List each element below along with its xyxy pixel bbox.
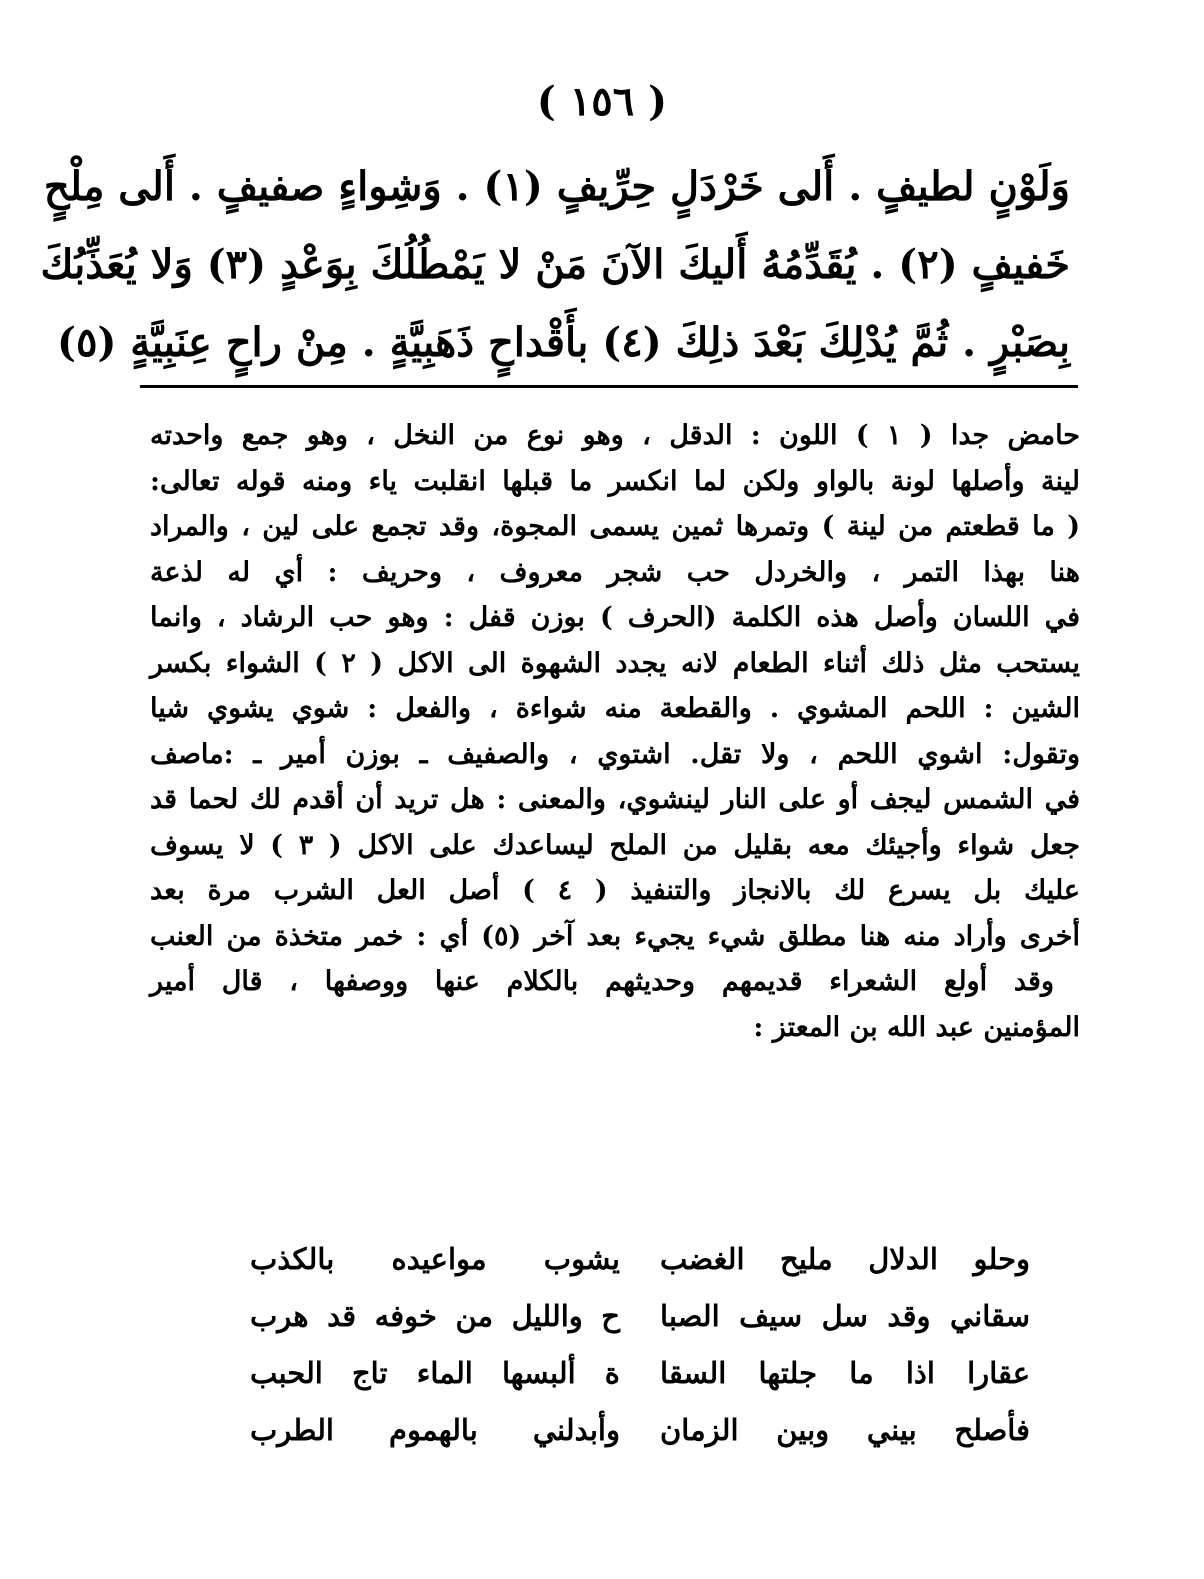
footnotes [150, 413, 1080, 1050]
main-text-line: خَفيفٍ (٢) . يُقَدِّمُهُ أَليكَ الآنَ مَنْ لا يَمْطُلُكَ بِوَعْدٍ (٣) وَلا يُعَذِّبُكَ [40, 241, 1070, 288]
poem-verse [250, 1401, 1030, 1458]
footnote-line: المؤمنين عبد الله بن المعتز : [753, 1011, 1080, 1043]
footnote-line: هنا بهذا التمر ، والخردل حب شجر معروف ، وحريف : أي له لذعة [150, 556, 1080, 588]
poem-second-hemistich: ح والليل من خوفه قد هرب [250, 1298, 620, 1333]
poem-first-hemistich: فأصلح بيني وبين الزمان [660, 1412, 1030, 1447]
main-text [40, 148, 1070, 382]
footnote-line: الشين : اللحم المشوي . والقطعة منه شواءة ، والفعل : شوي يشوي شيا [150, 693, 1080, 724]
footnote-line: يستحب مثل ذلك أثناء الطعام لانه يجدد الشهوة الى الاكل ( ٢ ) الشواء بكسر [150, 647, 1080, 679]
poem-verse [250, 1230, 1030, 1287]
footnote-line: في اللسان وأصل هذه الكلمة (الحرف ) بوزن قفل : وهو حب الرشاد ، وانما [150, 602, 1080, 633]
poem-first-hemistich: وحلو الدلال مليح الغضب [660, 1241, 1030, 1276]
footnote-line: حامض جدا ( ١ ) اللون : الدقل ، وهو نوع من النخل ، وهو جمع واحدته [150, 420, 1081, 451]
poem-first-hemistich: سقاني وقد سل سيف الصبا [660, 1298, 1030, 1333]
footnote-line: وتقول: اشوي اللحم ، ولا تقل. اشتوي ، والصفيف ـ بوزن أمير ـ :ماصف [150, 738, 1081, 770]
poem-verse [250, 1287, 1030, 1344]
footnote-line: لينة وأصلها لونة بالواو ولكن لما انكسر ما قبلها انقلبت ياء ومنه قوله تعالى: [150, 465, 1080, 497]
poem-first-hemistich: عقارا اذا ما جلتها السقا [660, 1355, 1030, 1390]
footnote-line: وقد أولع الشعراء قديمهم وحديثهم بالكلام عنها ووصفها ، قال أمير [150, 966, 1054, 997]
footnote-line: أخرى وأراد منه هنا مطلق شيء يجيء بعد آخر (٥) أي : خمر متخذة من العنب [150, 920, 1080, 952]
main-text-line: بِصَبْرٍ . ثُمَّ يُدْلِكَ بَعْدَ ذلِكَ (٤) بأَقْداحٍ ذَهَبِيَّةٍ . مِنْ راحٍ عِنَبِيَّةٍ (٥) [57, 319, 1070, 366]
footnote-line: عليك بل يسرع لك بالانجاز والتنفيذ ( ٤ ) أصل العل الشرب مرة بعد [150, 875, 1080, 906]
page-number: ( ١٥٦ ) [536, 78, 668, 125]
footnote-line: جعل شواء وأجيئك معه بقليل من الملح ليساعدك على الاكل ( ٣ ) لا يسوف [150, 829, 1080, 861]
poem-second-hemistich: ة ألبسها الماء تاج الحبب [250, 1355, 620, 1390]
poem [250, 1230, 1030, 1458]
footnote-line: في الشمس ليجف أو على النار لينشوي، والمعنى : هل تريد أن أقدم لك لحما قد [150, 784, 1080, 815]
poem-verse [250, 1344, 1030, 1401]
poem-second-hemistich: يشوب مواعيده بالكذب [250, 1241, 620, 1276]
poem-second-hemistich: وأبدلني بالهموم الطرب [250, 1412, 620, 1447]
footnote-line: ( ما قطعتم من لينة ) وتمرها ثمين يسمى المجوة، وقد تجمع على لين ، والمراد [150, 511, 1080, 542]
main-text-line: وَلَوْنٍ لطيفٍ . أَلى خَرْدَلٍ حِرِّيفٍ (١) . وَشِواءٍ صفيفٍ . أَلى مِلْحٍ [43, 163, 1070, 210]
footnote-divider [140, 385, 1078, 388]
